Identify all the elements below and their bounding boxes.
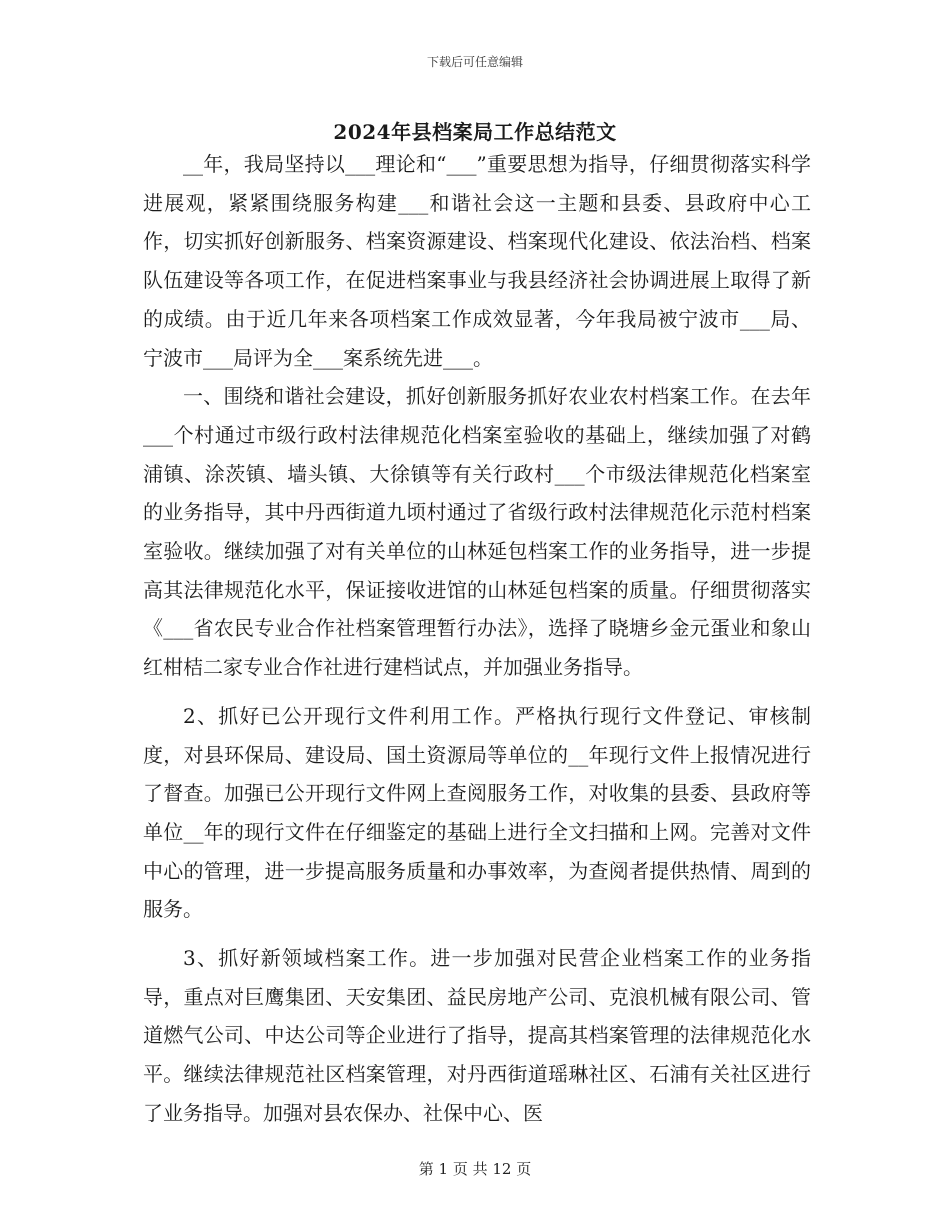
- page-number-footer: 第 1 页 共 12 页: [418, 1160, 532, 1178]
- page-header-note: 下载后可任意编辑: [426, 55, 523, 69]
- paragraph-section-2: 2、抓好已公开现行文件利用工作。严格执行现行文件登记、审核制度，对县环保局、建设局、国土资源局等单位的__年现行文件上报情况进行了督查。加强已公开现行文件网上查阅服务工作，对收集的县委、县政府等单位__年的现行文件在仔细鉴定的基础上进行全文扫描和上网。完善对文件中心的管理，进一步提高服务质量和办事效率，为查阅者提供热情、周到的服务。: [143, 703, 811, 922]
- paragraph-section-1: 一、围绕和谐社会建设，抓好创新服务抓好农业农村档案工作。在去年___个村通过市级行政村法律规范化档案室验收的基础上，继续加强了对鹤浦镇、涂茨镇、墙头镇、大徐镇等有关行政村___个市级法律规范化档案室的业务指导，其中丹西街道九顷村通过了省级行政村法律规范化示范村档案室验收。继续加强了对有关单位的山林延包档案工作的业务指导，进一步提高其法律规范化水平，保证接收进馆的山林延包档案的质量。仔细贯彻落实《___省农民专业合作社档案管理暂行办法》，选择了晓塘乡金元蛋业和象山红柑桔二家专业合作社进行建档试点，并加强业务指导。: [143, 384, 811, 680]
- document-title: 2024年县档案局工作总结范文: [333, 120, 617, 144]
- document-body: [143, 145, 811, 1133]
- paragraph-section-3: 3、抓好新领域档案工作。进一步加强对民营企业档案工作的业务指导，重点对巨鹰集团、天安集团、益民房地产公司、克浪机械有限公司、管道燃气公司、中达公司等企业进行了指导，提高其档案管理的法律规范化水平。继续法律规范社区档案管理，对丹西街道瑶琳社区、石浦有关社区进行了业务指导。加强对县农保办、社保中心、医: [143, 946, 811, 1125]
- paragraph-intro: __年，我局坚持以___理论和“___”重要思想为指导，仔细贯彻落实科学进展观，紧紧围绕服务构建___和谐社会这一主题和县委、县政府中心工作，切实抓好创新服务、档案资源建设、档案现代化建设、依法治档、档案队伍建设等各项工作，在促进档案事业与我县经济社会协调进展上取得了新的成绩。由于近几年来各项档案工作成效显著，今年我局被宁波市___局、宁波市___局评为全___案系统先进___。: [143, 152, 811, 370]
